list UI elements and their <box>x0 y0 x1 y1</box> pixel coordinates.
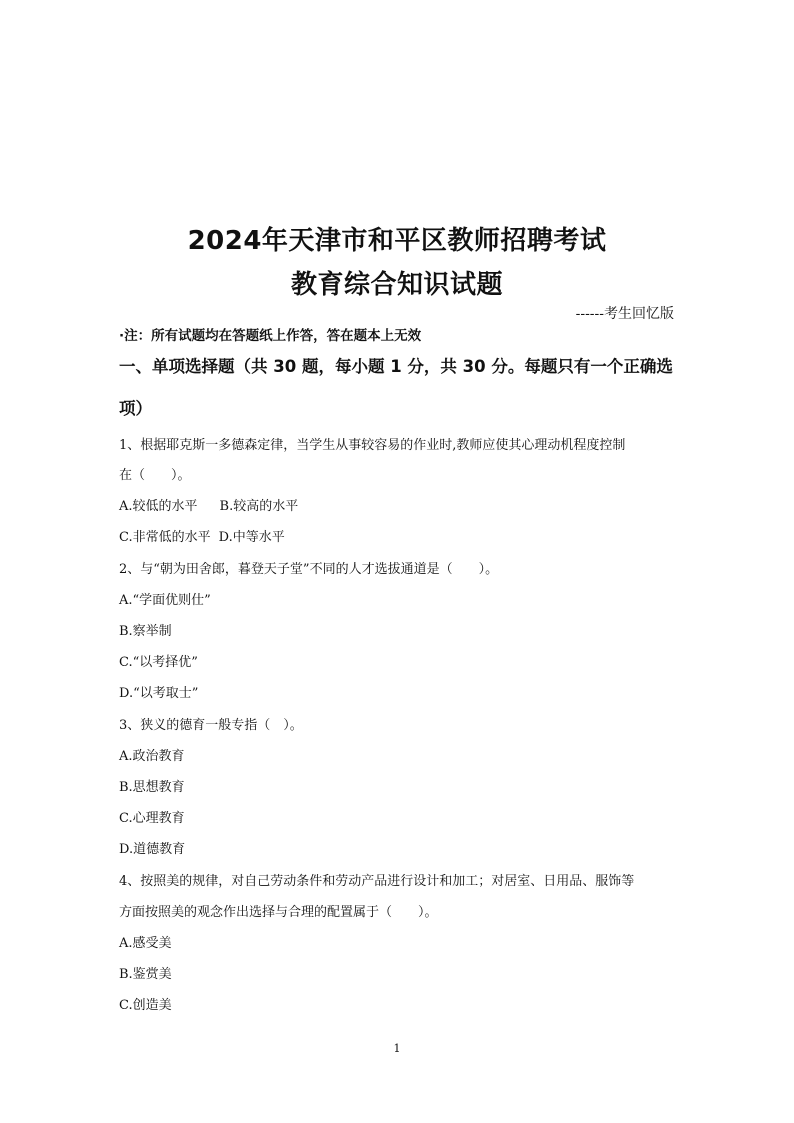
question-4-stem-line2: 方面按照美的观念作出选择与合理的配置属于（ ）。 <box>119 905 438 920</box>
question-3-option-a: A.政治教育 <box>119 749 185 764</box>
question-2-option-b: B.察举制 <box>119 624 172 639</box>
question-1-option-d: D.中等水平 <box>218 530 285 545</box>
section-heading: 一、单项选择题（共 30 题，每小题 1 分，共 30 分。每题只有一个正确选项） <box>119 357 673 418</box>
question-4-option-a: A.感受美 <box>119 936 172 951</box>
question-3-option-c: C.心理教育 <box>119 811 185 826</box>
question-1-option-a: A.较低的水平 <box>119 499 198 514</box>
document-title-line2: 教育综合知识试题 <box>290 270 503 300</box>
question-1-stem-line2: 在（ ）。 <box>119 468 191 483</box>
question-1-stem-line1: 1、根据耶克斯一多德森定律，当学生从事较容易的作业时,教师应使其心理动机程度控制 <box>119 438 626 453</box>
question-2-stem: 2、与“朝为田舍郎，暮登天子堂”不同的人才选拔通道是（ ）。 <box>119 562 499 577</box>
question-1-options-row2 <box>119 528 679 548</box>
exam-note: ·注：所有试题均在答题纸上作答，答在题本上无效 <box>119 328 422 344</box>
question-3-option-b: B.思想教育 <box>119 780 185 795</box>
question-3-option-d: D.道德教育 <box>119 842 186 857</box>
question-3-stem: 3、狭义的德育一般专指（ ）。 <box>119 718 303 733</box>
question-2-option-c: C.“以考择优” <box>119 655 198 670</box>
question-1-option-b: B.较高的水平 <box>219 499 299 514</box>
question-4-option-c: C.创造美 <box>119 998 172 1013</box>
document-title-line1: 2024年天津市和平区教师招聘考试 <box>187 226 607 256</box>
question-2-option-d: D.“以考取士” <box>119 686 199 701</box>
question-1-options-row1 <box>119 497 679 517</box>
question-4-option-b: B.鉴赏美 <box>119 967 172 982</box>
question-4-stem-line1: 4、按照美的规律，对自己劳动条件和劳动产品进行设计和加工；对居室、日用品、服饰等 <box>119 874 635 889</box>
question-1-option-c: C.非常低的水平 <box>119 530 211 545</box>
question-2-option-a: A.“学面优则仕” <box>119 593 211 608</box>
document-subtitle: ------考生回忆版 <box>575 306 674 322</box>
page-number: 1 <box>393 1042 401 1055</box>
